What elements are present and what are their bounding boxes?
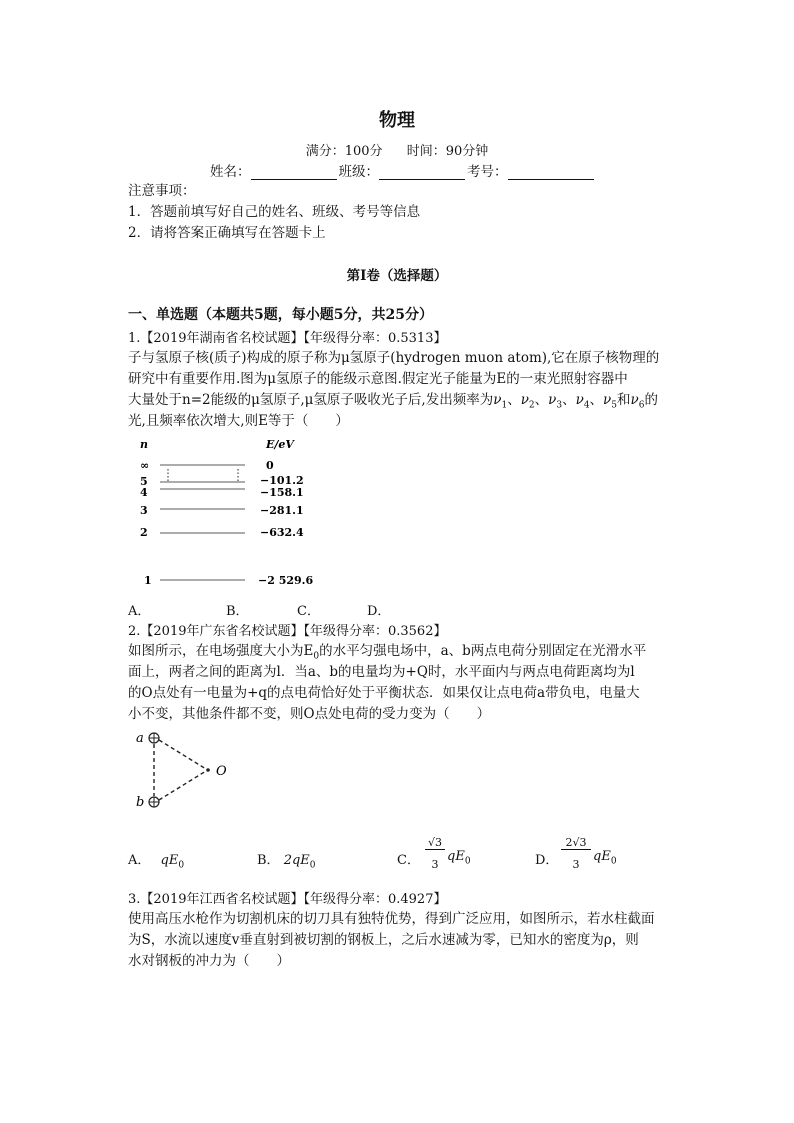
charge-triangle-diagram xyxy=(130,724,240,814)
question-3-header: 3.【2019年江西省名校试题】【年级得分率：0.4927】 xyxy=(128,892,447,907)
level-energy-label: −632.4 xyxy=(260,526,304,539)
question-3-text-line: 为S，水流以速度v垂直射到被切割的钢板上，之后水速减为零，已知水的密度为ρ，则 xyxy=(128,932,639,948)
class-label: 班级： xyxy=(338,164,379,180)
level-energy-label: −2 529.6 xyxy=(258,574,314,587)
level-n-label: ∞ xyxy=(140,459,150,472)
charge-b-label: b xyxy=(136,795,145,810)
question-1-header: 1.【2019年湖南省名校试题】【年级得分率：0.5313】 xyxy=(128,331,447,346)
level-n-label: 3 xyxy=(140,504,148,517)
level-energy-label: 0 xyxy=(266,459,274,472)
charge-a-label: a xyxy=(136,731,144,746)
question-2-text-line: 面上，两者之间的距离为l．当a、b的电量均为+Q时，水平面内与两点电荷距离均为l xyxy=(128,664,635,680)
note-item: 2．请将答案正确填写在答题卡上 xyxy=(128,225,326,241)
point-o-label: O xyxy=(216,764,227,779)
question-3-text-line: 水对钢板的冲力为（ ） xyxy=(128,953,290,969)
student-info-fields xyxy=(210,160,596,180)
n-axis-label: n xyxy=(140,438,148,451)
exam-time: 时间：90分钟 xyxy=(406,144,489,159)
level-energy-label: −158.1 xyxy=(260,486,304,499)
part-heading: 一、单选题（本题共5题，每小题5分，共25分） xyxy=(128,307,433,323)
notes-heading: 注意事项： xyxy=(128,183,196,199)
level-n-label: 2 xyxy=(140,526,148,539)
level-n-label: 4 xyxy=(140,486,148,499)
level-energy-label: −281.1 xyxy=(260,504,304,517)
name-label: 姓名： xyxy=(210,164,251,180)
level-energy-label: −101.2 xyxy=(260,474,304,487)
point-o-dot xyxy=(206,768,210,772)
note-item: 1．答题前填写好自己的姓名、班级、考号等信息 xyxy=(128,204,421,220)
class-field[interactable] xyxy=(379,165,465,180)
dashed-line-bo xyxy=(159,771,206,800)
full-score: 满分：100分 xyxy=(305,144,383,159)
option-c[interactable]: C． xyxy=(297,604,320,619)
option-a[interactable]: A． $qE_0$ xyxy=(128,853,185,871)
exam-no-field[interactable] xyxy=(508,165,594,180)
option-a[interactable]: A． xyxy=(128,604,151,619)
question-1-text-line: 光,且频率依次增大,则E等于（ ） xyxy=(128,413,349,429)
name-field[interactable] xyxy=(251,165,337,180)
option-d[interactable]: D． xyxy=(367,604,391,619)
level-n-label: 1 xyxy=(144,574,152,587)
question-1-text-line: 研究中有重要作用.图为μ氢原子的能级示意图.假定光子能量为E的一束光照射容器中 xyxy=(128,371,628,387)
option-b[interactable]: B． $2qE_0$ xyxy=(257,853,316,871)
exam-meta xyxy=(0,140,794,159)
question-2-text-line: 如图所示，在电场强度大小为$E_0$的水平匀强电场中，a、b两点电荷分别固定在光滑水平 xyxy=(128,643,647,662)
energy-level-diagram xyxy=(130,432,330,592)
question-1-text-line: 子与氢原子核(质子)构成的原子称为μ氢原子(hydrogen muon atom),它在原子核物理的 xyxy=(128,350,660,366)
exam-no-label: 考号： xyxy=(467,164,508,180)
question-2-text-line: 的O点处有一电量为+q的点电荷恰好处于平衡状态．如果仅让点电荷a带负电，电量大 xyxy=(128,685,640,701)
level-n-label: 5 xyxy=(140,475,148,488)
question-1-text-line: 大量处于n=2能级的μ氢原子,μ氢原子吸收光子后,发出频率为$\nu_1$、$\nu_2$、$\nu_3$、$\nu_4$、$\nu_5$和$\nu_6$的 xyxy=(128,392,658,411)
dashed-line-ao xyxy=(159,740,206,769)
section-title: 第I卷（选择题） xyxy=(346,268,448,284)
energy-axis-label: E/eV xyxy=(266,438,294,451)
question-3-text-line: 使用高压水枪作为切割机床的切刀具有独特优势，得到广泛应用，如图所示，若水柱截面 xyxy=(128,911,655,927)
question-2-text-line: 小不变，其他条件都不变，则O点处电荷的受力变为（ ） xyxy=(128,706,491,722)
option-b[interactable]: B． xyxy=(226,604,249,619)
page-title: 物理 xyxy=(379,110,415,131)
question-2-header: 2.【2019年广东省名校试题】【年级得分率：0.3562】 xyxy=(128,624,447,639)
